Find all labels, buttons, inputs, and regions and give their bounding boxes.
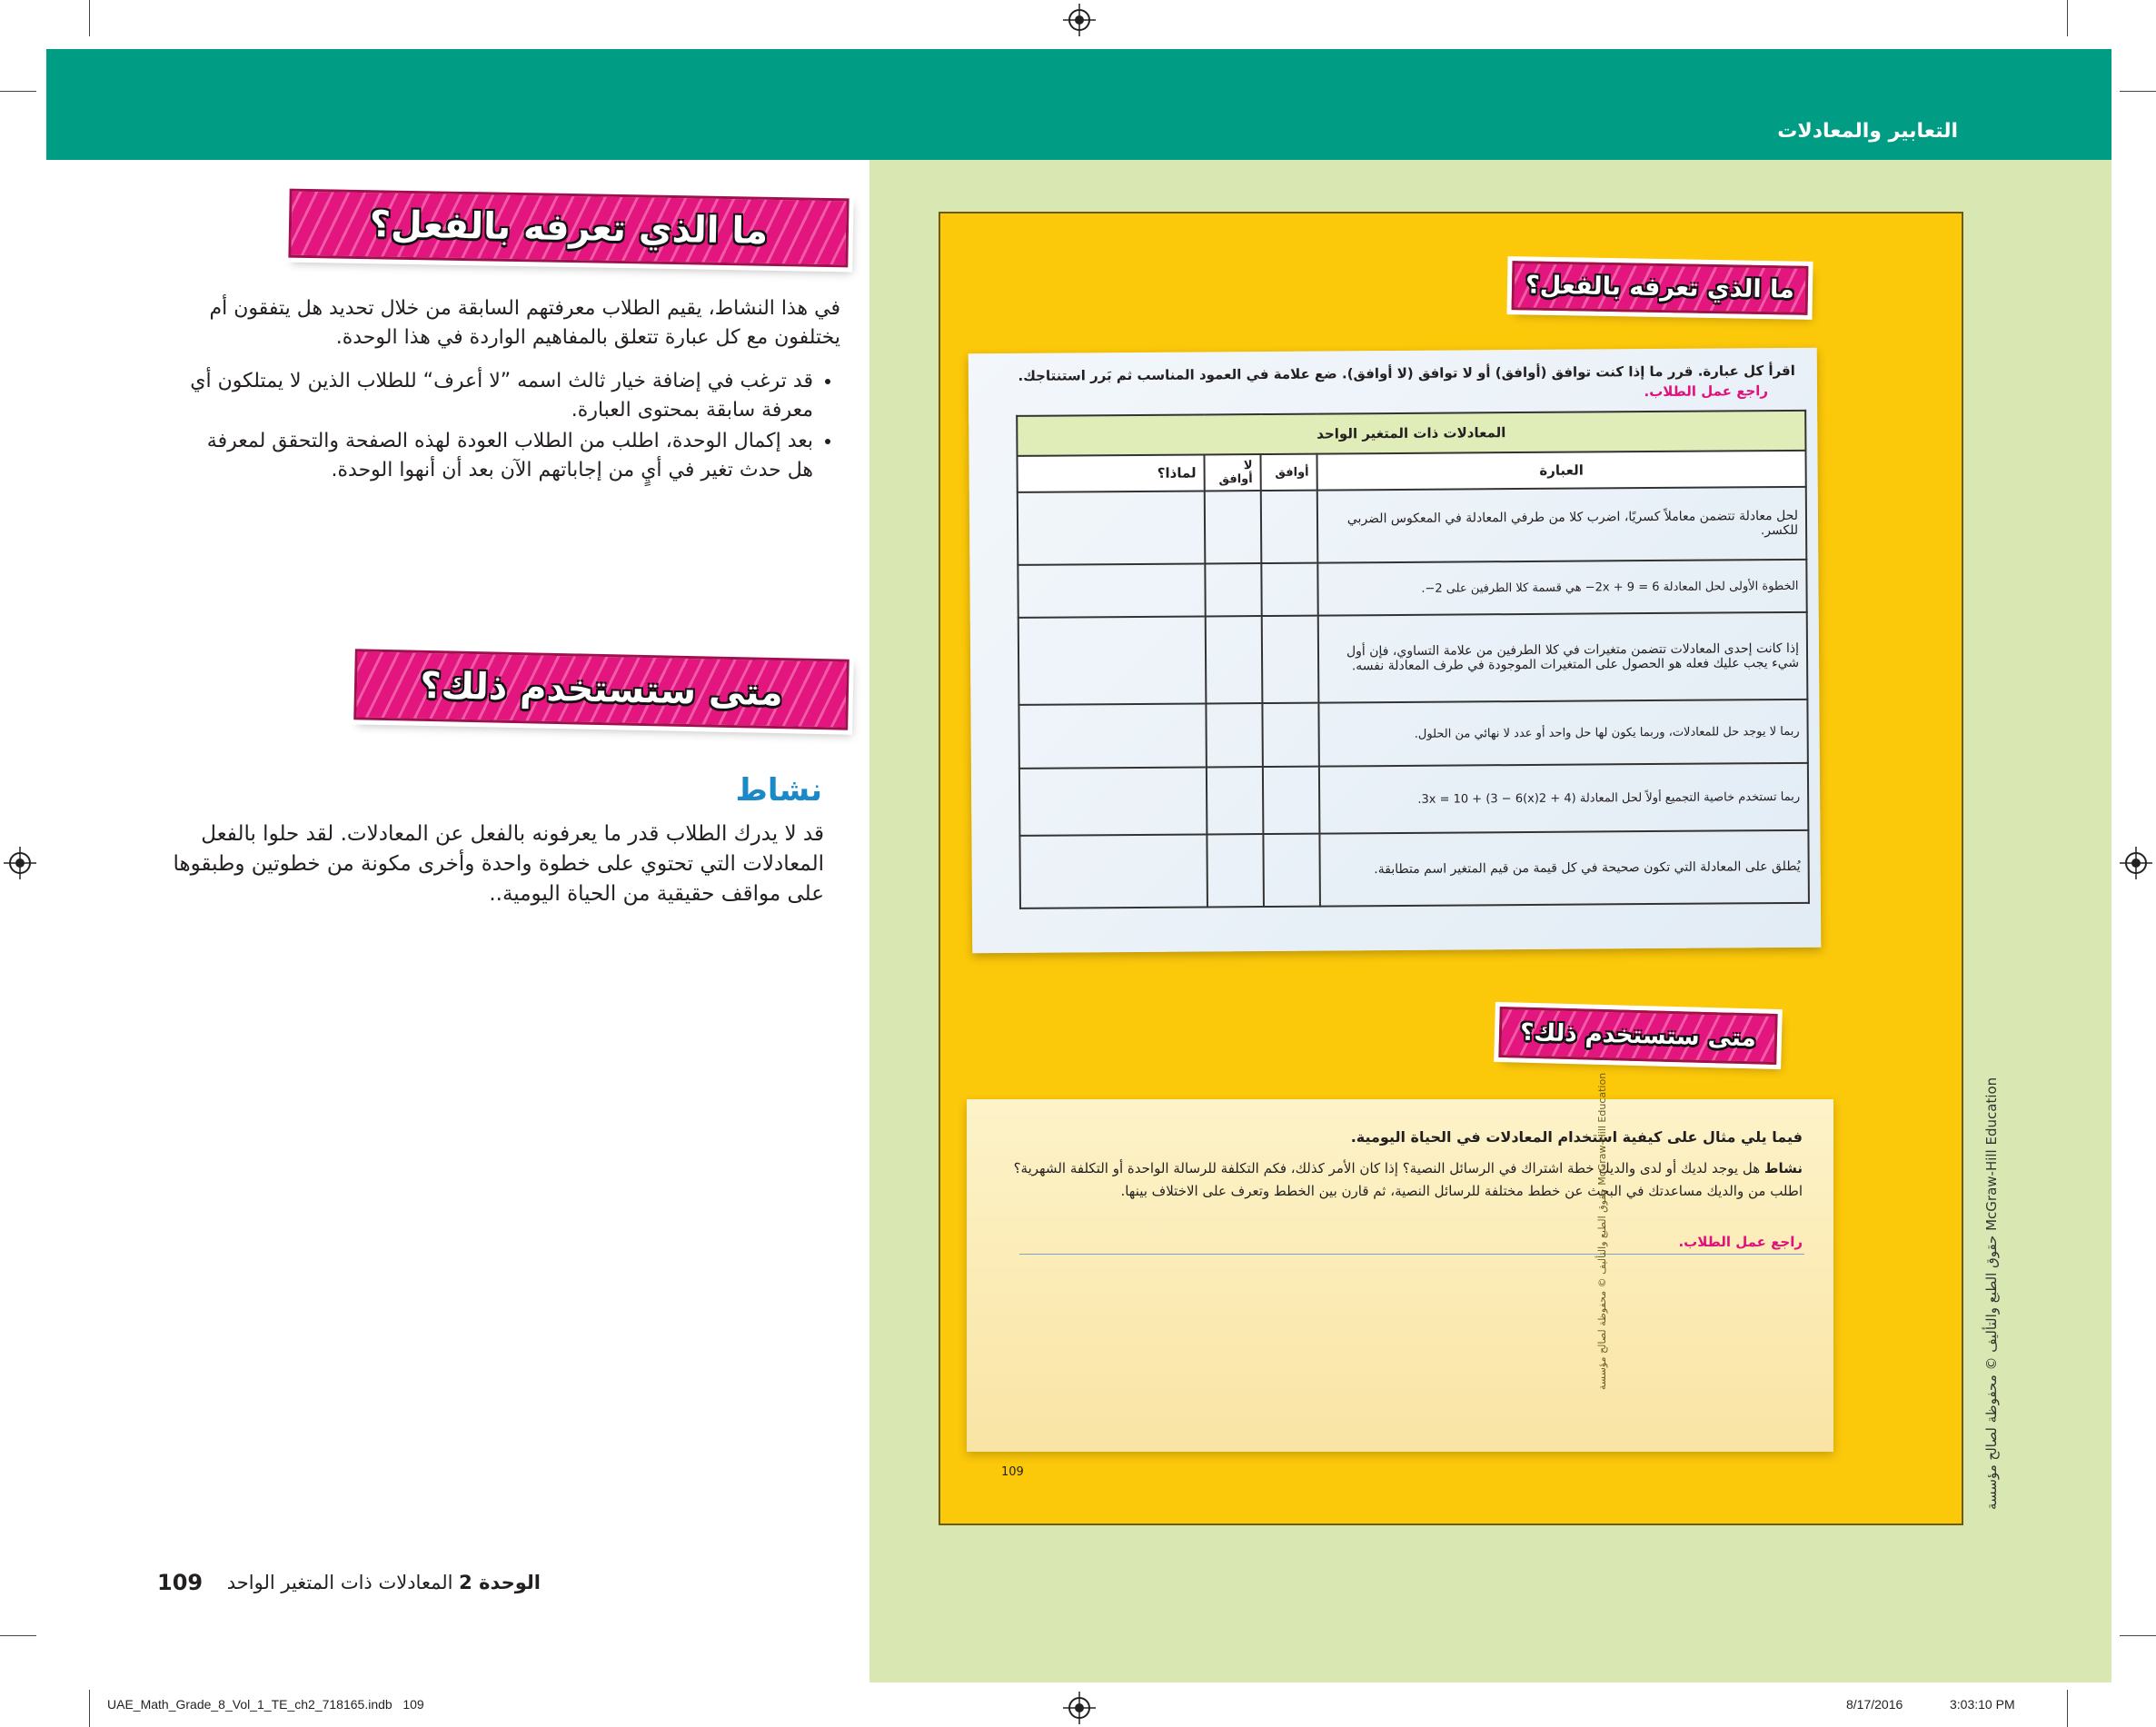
- slug-time: 3:03:10 PM: [1950, 1697, 2015, 1712]
- crop-mark: [2067, 0, 2068, 36]
- table-title: المعادلات ذات المتغير الواحد: [1017, 411, 1805, 456]
- agree-checkbox[interactable]: [1262, 616, 1319, 703]
- agree-checkbox[interactable]: [1262, 703, 1318, 767]
- disagree-checkbox[interactable]: [1206, 703, 1262, 767]
- left-activity-text: قد لا يدرك الطلاب قدر ما يعرفونه بالفعل عن المعادلات. لقد حلوا بالفعل المعادلات التي تحتوي على خطوة واحدة وأخرى مكونة من خطوتين وطبقوها على مواقف حقيقية من الحياة اليومية..: [173, 822, 824, 906]
- why-field[interactable]: [1018, 491, 1206, 564]
- why-field[interactable]: [1019, 834, 1207, 908]
- why-field[interactable]: [1018, 563, 1205, 617]
- statement-cell: يُطلق على المعادلة التي تكون صحيحة في كل قيمة من قيم المتغير اسم متطابقة.: [1319, 830, 1809, 907]
- agree-checkbox[interactable]: [1263, 767, 1320, 834]
- activity-paper: [967, 1099, 1833, 1452]
- column-header-statement: العبارة: [1316, 451, 1805, 491]
- header-title: التعابير والمعادلات: [1777, 120, 1958, 143]
- table-row: [1018, 700, 1807, 769]
- table-row: [1018, 487, 1807, 565]
- agree-checkbox[interactable]: [1261, 563, 1317, 616]
- survey-paper: [969, 348, 1822, 954]
- survey-table: [1016, 410, 1810, 909]
- table-row: [1019, 830, 1809, 908]
- footer-unit-title: المعادلات ذات المتغير الواحد: [226, 1572, 453, 1593]
- column-header-agree: أوافق: [1260, 454, 1316, 491]
- why-field[interactable]: [1018, 616, 1207, 704]
- slug-file-name: UAE_Math_Grade_8_Vol_1_TE_ch2_718165.indb 109: [107, 1697, 424, 1712]
- answer-line[interactable]: [1019, 1254, 1804, 1255]
- crop-mark: [2120, 1635, 2156, 1636]
- registration-mark-icon: [4, 847, 36, 879]
- student-copyright: حقوق الطبع والتأليف © محفوظة لصالح مؤسسة McGraw-Hill Education: [1596, 1072, 1608, 1390]
- disagree-checkbox[interactable]: [1205, 563, 1261, 616]
- statement-cell: إذا كانت إحدى المعادلات تتضمن متغيرات في كلا الطرفين من علامة التساوي، فإن أول شيء يجب عليك فعله هو الحصول على المتغيرات الموجودة في طرف المعادلة نفسه.: [1318, 612, 1808, 703]
- table-row: [1019, 763, 1808, 836]
- crop-mark: [2120, 91, 2156, 92]
- registration-mark-icon: [1063, 4, 1096, 36]
- agree-checkbox[interactable]: [1263, 834, 1320, 907]
- answer-note: راجع عمل الطلاب.: [1644, 382, 1769, 401]
- left-activity-title: نشاط: [735, 772, 822, 809]
- header-bar: [46, 49, 2111, 160]
- left-heading-when-use: متى ستستخدم ذلك؟: [353, 649, 849, 730]
- slug-date: 8/17/2016: [1846, 1697, 1903, 1712]
- crop-mark: [0, 91, 36, 92]
- statement-cell: الخطوة الأولى لحل المعادلة 6 = 9 + 2x− هي قسمة كلا الطرفين على 2−.: [1317, 560, 1806, 616]
- left-bullet-list: [177, 367, 840, 487]
- registration-mark-icon: [1063, 1692, 1096, 1724]
- agree-checkbox[interactable]: [1261, 491, 1318, 563]
- disagree-checkbox[interactable]: [1205, 491, 1262, 563]
- crop-mark: [89, 1690, 90, 1727]
- registration-mark-icon: [2120, 847, 2152, 879]
- student-activity-text: نشاط هل يوجد لديك أو لدى والديك خطة اشتراك في الرسائل النصية؟ إذا كان الأمر كذلك، فكم التكلفة للرسالة الواحدة أو التكلفة الشهرية؟ اطلب من والديك مساعدتك في البحث عن خطط مختلفة للرسائل النصية، ثم قارن بين الخطط وتعرف على الاختلاف بينها.: [1013, 1160, 1803, 1199]
- crop-mark: [89, 0, 90, 36]
- student-page-number: 109: [1001, 1465, 1024, 1479]
- crop-mark: [2067, 1690, 2068, 1727]
- survey-table-wrapper: [1016, 410, 1810, 909]
- student-heading-what-you-know: ما الذي تعرفه بالفعل؟: [1512, 261, 1809, 315]
- column-header-disagree: لا أوافق: [1204, 454, 1260, 491]
- student-heading-when-use: متى ستستخدم ذلك؟: [1498, 1007, 1777, 1065]
- example-title: فيما يلي مثال على كيفية استخدام المعادلات في الحياة اليومية.: [1350, 1128, 1803, 1146]
- answer-note: راجع عمل الطلاب.: [1678, 1234, 1803, 1250]
- why-field[interactable]: [1019, 767, 1207, 835]
- footer-page-number: 109: [157, 1570, 204, 1595]
- table-row: [1018, 612, 1808, 705]
- student-activity-label: نشاط: [1764, 1160, 1803, 1176]
- left-intro-text: في هذا النشاط، يقيم الطلاب معرفتهم السابقة من خلال تحديد هل يتفقون أم يختلفون مع كل عبارة تتعلق بالمفاهيم الواردة في هذا الوحدة.: [209, 297, 840, 349]
- disagree-checkbox[interactable]: [1207, 767, 1264, 834]
- statement-cell: ربما تستخدم خاصية التجميع أولاً لحل المعادلة (4 + 2(3x = 10 + (3 − 6(x.: [1319, 763, 1809, 834]
- list-item: • بعد إكمال الوحدة، اطلب من الطلاب العودة لهذه الصفحة والتحقق لمعرفة هل حدث تغير في أيٍ من إجاباتهم الآن بعد أن أنهوا الوحدة.: [177, 427, 813, 485]
- survey-instructions: اقرأ كل عبارة. قرر ما إذا كنت توافق (أوافق) أو لا توافق (لا أوافق). ضع علامة في العمود المناسب ثم بَرر استنتاجك. راجع عمل الطلاب.: [1018, 362, 1795, 401]
- column-header-why: لماذا؟: [1017, 454, 1204, 491]
- why-field[interactable]: [1018, 703, 1206, 768]
- footer-unit: [154, 1572, 541, 1593]
- disagree-checkbox[interactable]: [1207, 834, 1264, 907]
- statement-cell: لحل معادلة تتضمن معاملاً كسريًا، اضرب كلا من طرفي المعادلة في المعكوس الضربي للكسر.: [1317, 487, 1807, 563]
- footer-unit-label: الوحدة 2: [459, 1572, 541, 1593]
- table-row: [1018, 560, 1806, 618]
- side-copyright: حقوق الطبع والتأليف © محفوظة لصالح مؤسسة McGraw-Hill Education: [1983, 1077, 2000, 1510]
- list-item: • قد ترغب في إضافة خيار ثالث اسمه ”لا أعرف“ للطلاب الذين لا يمتلكون أي معرفة سابقة بمحتوى العبارة.: [177, 367, 813, 425]
- disagree-checkbox[interactable]: [1206, 616, 1263, 703]
- crop-mark: [0, 1635, 36, 1636]
- left-heading-what-you-know: ما الذي تعرفه بالفعل؟: [288, 189, 849, 268]
- statement-cell: ربما لا يوجد حل للمعادلات، وربما يكون لها حل واحد أو عدد لا نهائي من الحلول.: [1318, 700, 1807, 767]
